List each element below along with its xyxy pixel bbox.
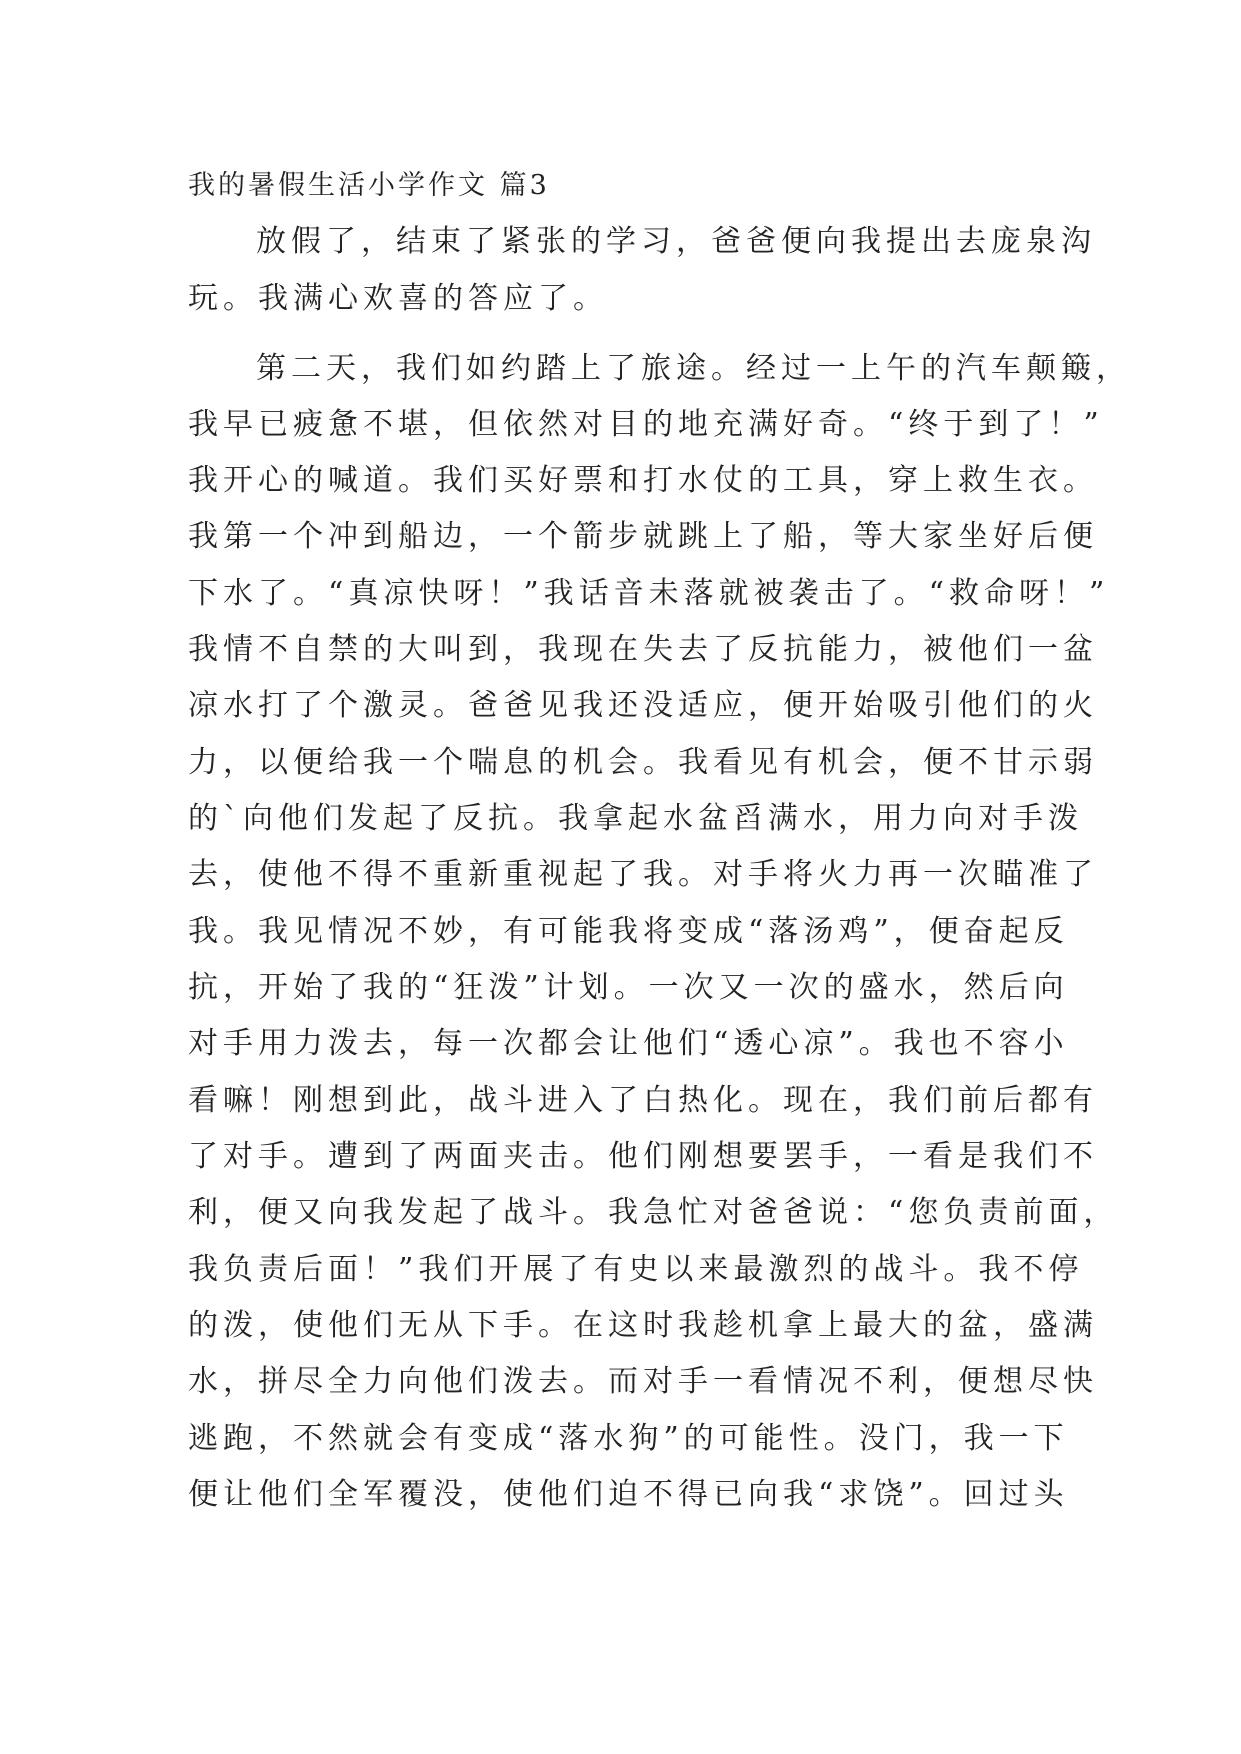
text-line: 抗，开始了我的“狂泼”计划。一次又一次的盛水，然后向	[188, 970, 1069, 1005]
text-line: 看嘛！刚想到此，战斗进入了白热化。现在，我们前后都有	[188, 1083, 1098, 1118]
text-line: 我负责后面！”我们开展了有史以来最激烈的战斗。我不停	[188, 1252, 1084, 1287]
text-line: 的`向他们发起了反抗。我拿起水盆舀满水，用力向对手泼	[188, 801, 1083, 836]
text-line: 我。我见情况不妙，有可能我将变成“落汤鸡”，便奋起反	[188, 914, 1069, 949]
text-line: 凉水打了个激灵。爸爸见我还没适应，便开始吸引他们的火	[188, 688, 1098, 723]
text-line: 水，拼尽全力向他们泼去。而对手一看情况不利，便想尽快	[188, 1364, 1098, 1399]
text-line: 我早已疲惫不堪，但依然对目的地充满好奇。“终于到了！”	[188, 407, 1104, 442]
text-line: 利，便又向我发起了战斗。我急忙对爸爸说：“您负责前面，	[188, 1195, 1119, 1230]
text-line: 我第一个冲到船边，一个箭步就跳上了船，等大家坐好后便	[188, 519, 1098, 554]
text-line: 我开心的喊道。我们买好票和打水仗的工具，穿上救生衣。	[188, 463, 1098, 498]
text-line: 我情不自禁的大叫到，我现在失去了反抗能力，被他们一盆	[188, 632, 1098, 667]
text-line: 第二天，我们如约踏上了旅途。经过一上午的汽车颠簸，	[256, 351, 1131, 386]
text-line: 下水了。“真凉快呀！”我话音未落就被袭击了。“救命呀！”	[188, 576, 1110, 611]
text-line: 力，以便给我一个喘息的机会。我看见有机会，便不甘示弱	[188, 745, 1098, 780]
text-line: 逃跑，不然就会有变成“落水狗”的可能性。没门，我一下	[188, 1421, 1069, 1456]
text-line: 了对手。遭到了两面夹击。他们刚想要罢手，一看是我们不	[188, 1139, 1098, 1174]
text-line: 便让他们全军覆没，使他们迫不得已向我“求饶”。回过头	[188, 1477, 1069, 1512]
text-line: 放假了，结束了紧张的学习，爸爸便向我提出去庞泉沟	[256, 224, 1096, 259]
text-line: 去，使他不得不重新重视起了我。对手将火力再一次瞄准了	[188, 857, 1098, 892]
text-line: 的泼，使他们无从下手。在这时我趁机拿上最大的盆，盛满	[188, 1308, 1098, 1343]
text-line: 对手用力泼去，每一次都会让他们“透心凉”。我也不容小	[188, 1026, 1069, 1061]
text-line: 玩。我满心欢喜的答应了。	[188, 281, 608, 316]
essay-title: 我的暑假生活小学作文 篇3	[188, 170, 550, 201]
